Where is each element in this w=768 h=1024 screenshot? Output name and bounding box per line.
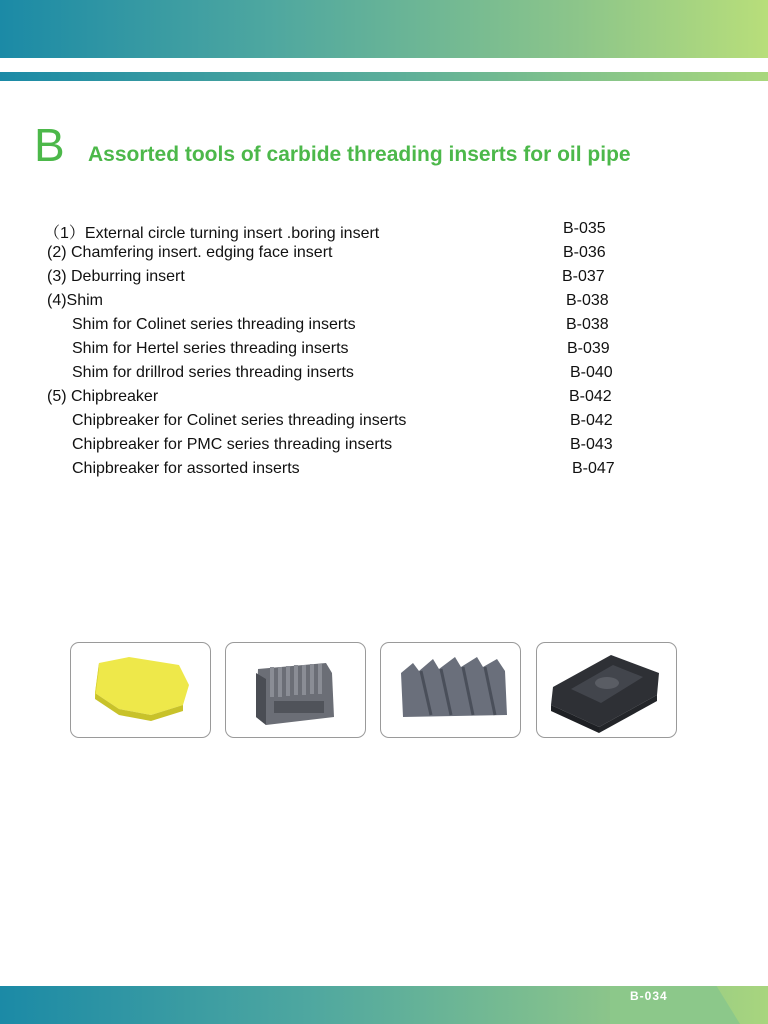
toc-code: B-043 [570,436,613,453]
serrated-insert-icon [381,643,522,739]
chipbreaker-block-icon [537,643,678,739]
toc-label: Shim for Colinet series threading inserts [72,316,356,333]
toc-code: B-036 [563,244,606,261]
toc-code: B-040 [570,364,613,381]
toc-label: Chipbreaker for PMC series threading inserts [72,436,393,453]
toc-label: (5) Chipbreaker [47,388,159,405]
toc-row [0,338,768,362]
thumbnail-grooved-shim [225,642,366,738]
toc-code: B-039 [567,340,610,357]
toc-code: B-042 [569,388,612,405]
toc-label: (3) Deburring insert [47,268,185,285]
toc-code: B-037 [562,268,605,285]
toc-row [0,314,768,338]
toc-label: Chipbreaker for assorted inserts [72,460,300,477]
yellow-insert-icon [71,643,212,739]
thumbnail-serrated-insert [380,642,521,738]
toc-code: B-042 [570,412,613,429]
header-band [0,0,768,58]
page-number: B-034 [630,989,668,1003]
toc-code: B-038 [566,316,609,333]
toc-code: B-038 [566,292,609,309]
toc-label: Shim for drillrod series threading inserts [72,364,354,381]
toc-row [0,458,768,482]
toc-label: Chipbreaker for Colinet series threading inserts [72,412,407,429]
section-title: Assorted tools of carbide threading inserts for oil pipe [88,143,631,166]
toc-row [0,290,768,314]
grooved-shim-icon [226,643,367,739]
toc-row [0,386,768,410]
toc-label: (2) Chamfering insert. edging face insert [47,244,333,261]
toc-row [0,218,768,242]
header-stripe [0,72,768,81]
toc-row [0,266,768,290]
section-letter: B [34,119,65,171]
toc-label: Shim for Hertel series threading inserts [72,340,349,357]
thumbnail-chipbreaker-block [536,642,677,738]
toc-code: B-035 [563,220,606,237]
toc-row [0,410,768,434]
toc-label: （1）External circle turning insert .boring insert [44,225,380,242]
toc-row [0,362,768,386]
thumbnail-yellow-insert [70,642,211,738]
toc-code: B-047 [572,460,615,477]
toc-label: (4)Shim [47,292,104,309]
table-of-contents [0,218,768,482]
toc-row [0,242,768,266]
toc-row [0,434,768,458]
